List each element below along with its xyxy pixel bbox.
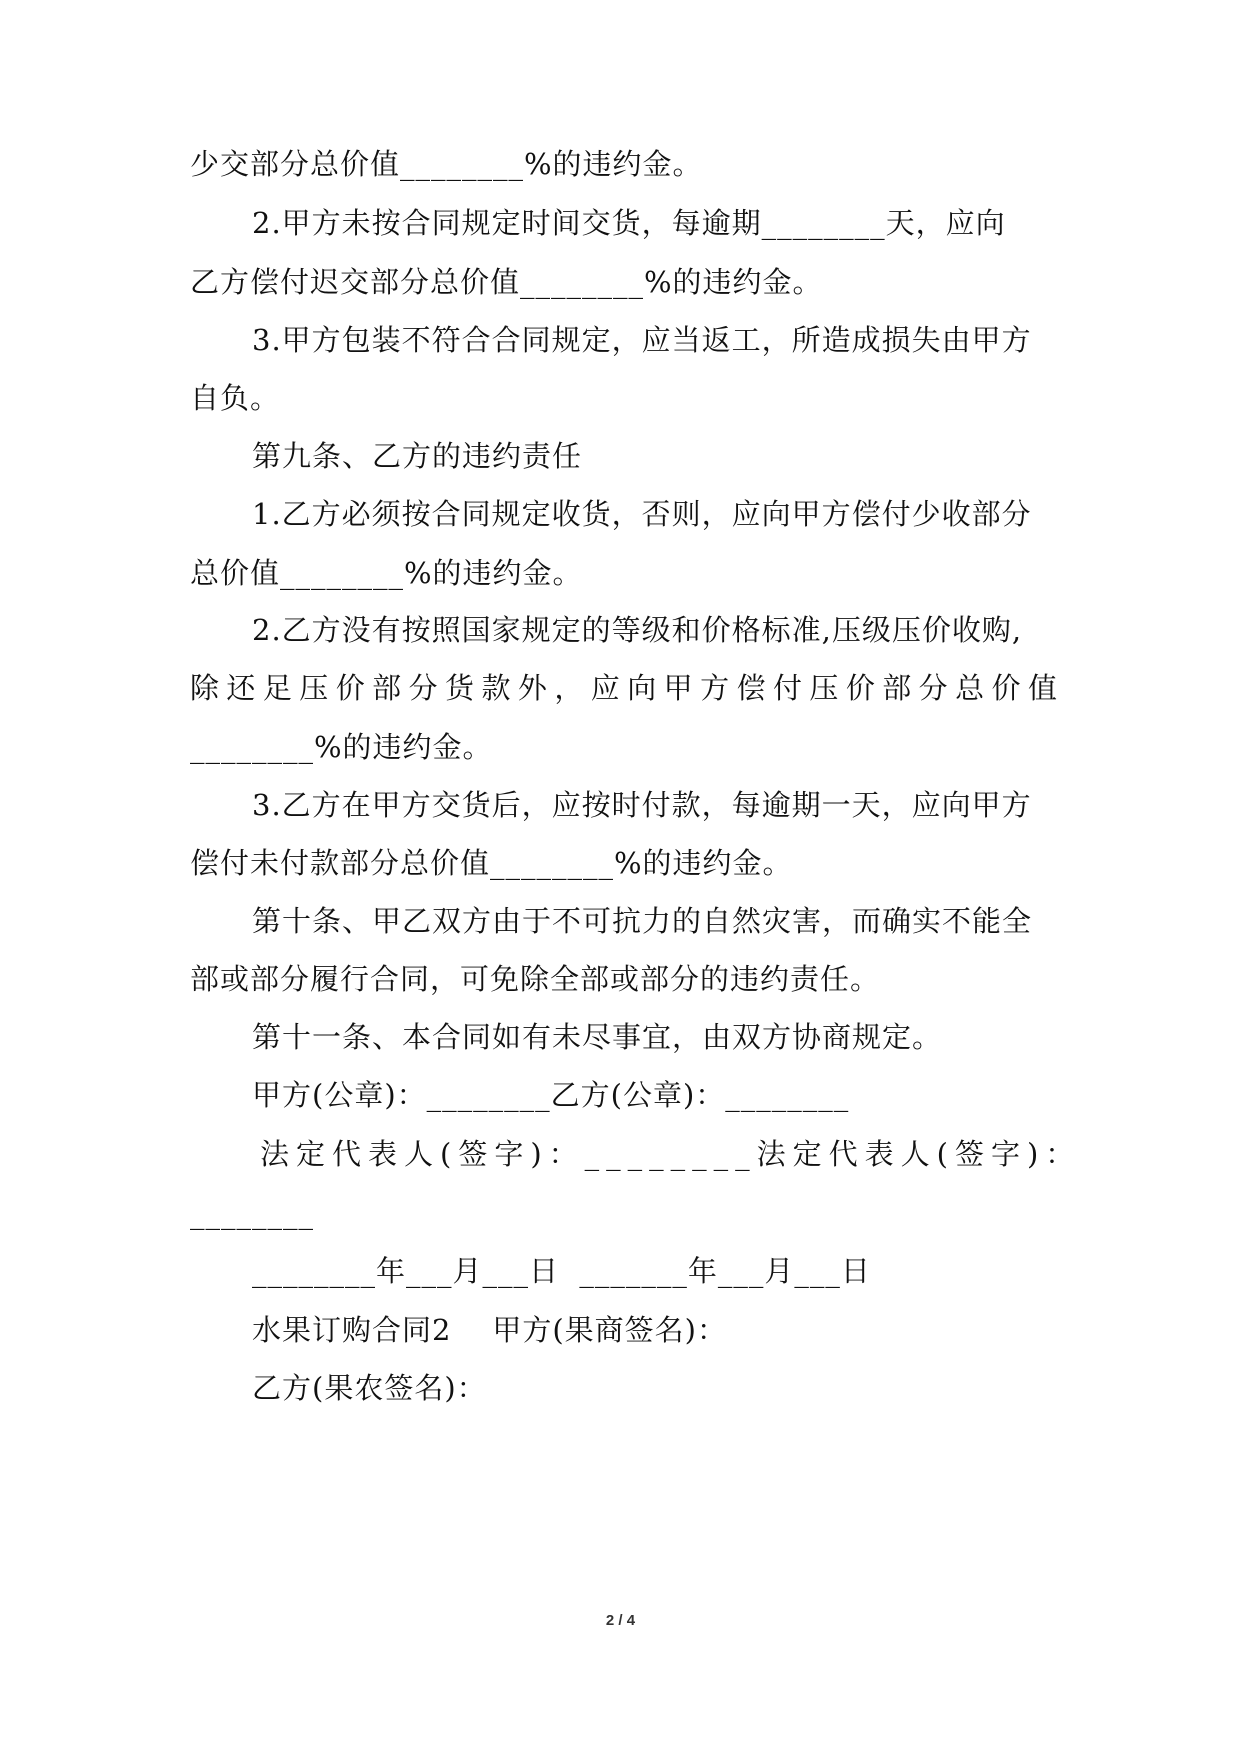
date-line: ________年___月___日 _______年___月___日 [252,1254,871,1288]
text-line: 偿付未付款部分总价值________%的违约金。 [190,846,793,880]
text-line: 乙方(果农签名)： [252,1371,487,1405]
text-line: 第十条、甲乙双方由于不可抗力的自然灾害，而确实不能全 [252,904,1033,938]
text-line: 1.乙方必须按合同规定收货，否则，应向甲方偿付少收部分 [252,497,1032,531]
text-line: 3.甲方包装不符合合同规定，应当返工，所造成损失由甲方 [252,323,1032,357]
text-line: 总价值________%的违约金。 [190,556,583,590]
text-line: 第十一条、本合同如有未尽事宜，由双方协商规定。 [252,1020,943,1054]
text-line: 水果订购合同2 甲方(果商签名)： [252,1313,727,1347]
text-line: 部或部分履行合同，可免除全部或部分的违约责任。 [190,962,881,996]
text-line: 2.甲方未按合同规定时间交货，每逾期________天，应向 [252,206,1006,240]
text-line: 除还足压价部分货款外，应向甲方偿付压价部分总价值 [190,671,1058,705]
text-line: ________%的违约金。 [190,730,493,764]
text-line: 自负。 [190,381,281,415]
signature-line: ________ [190,1196,314,1230]
signature-line: 甲方(公章)：________乙方(公章)：________ [252,1078,850,1112]
page-number: 2 / 4 [605,1612,636,1629]
text-line: 乙方偿付迟交部分总价值________%的违约金。 [190,265,823,299]
text-line: 2.乙方没有按照国家规定的等级和价格标准,压级压价收购, [252,613,1023,647]
text-line: 3.乙方在甲方交货后，应按时付款，每逾期一天，应向甲方 [252,788,1032,822]
section-heading: 第九条、乙方的违约责任 [252,439,583,473]
text-line: 少交部分总价值________%的违约金。 [190,147,703,181]
signature-line: 法定代表人(签字)：________法定代表人(签字)： [260,1137,1082,1171]
